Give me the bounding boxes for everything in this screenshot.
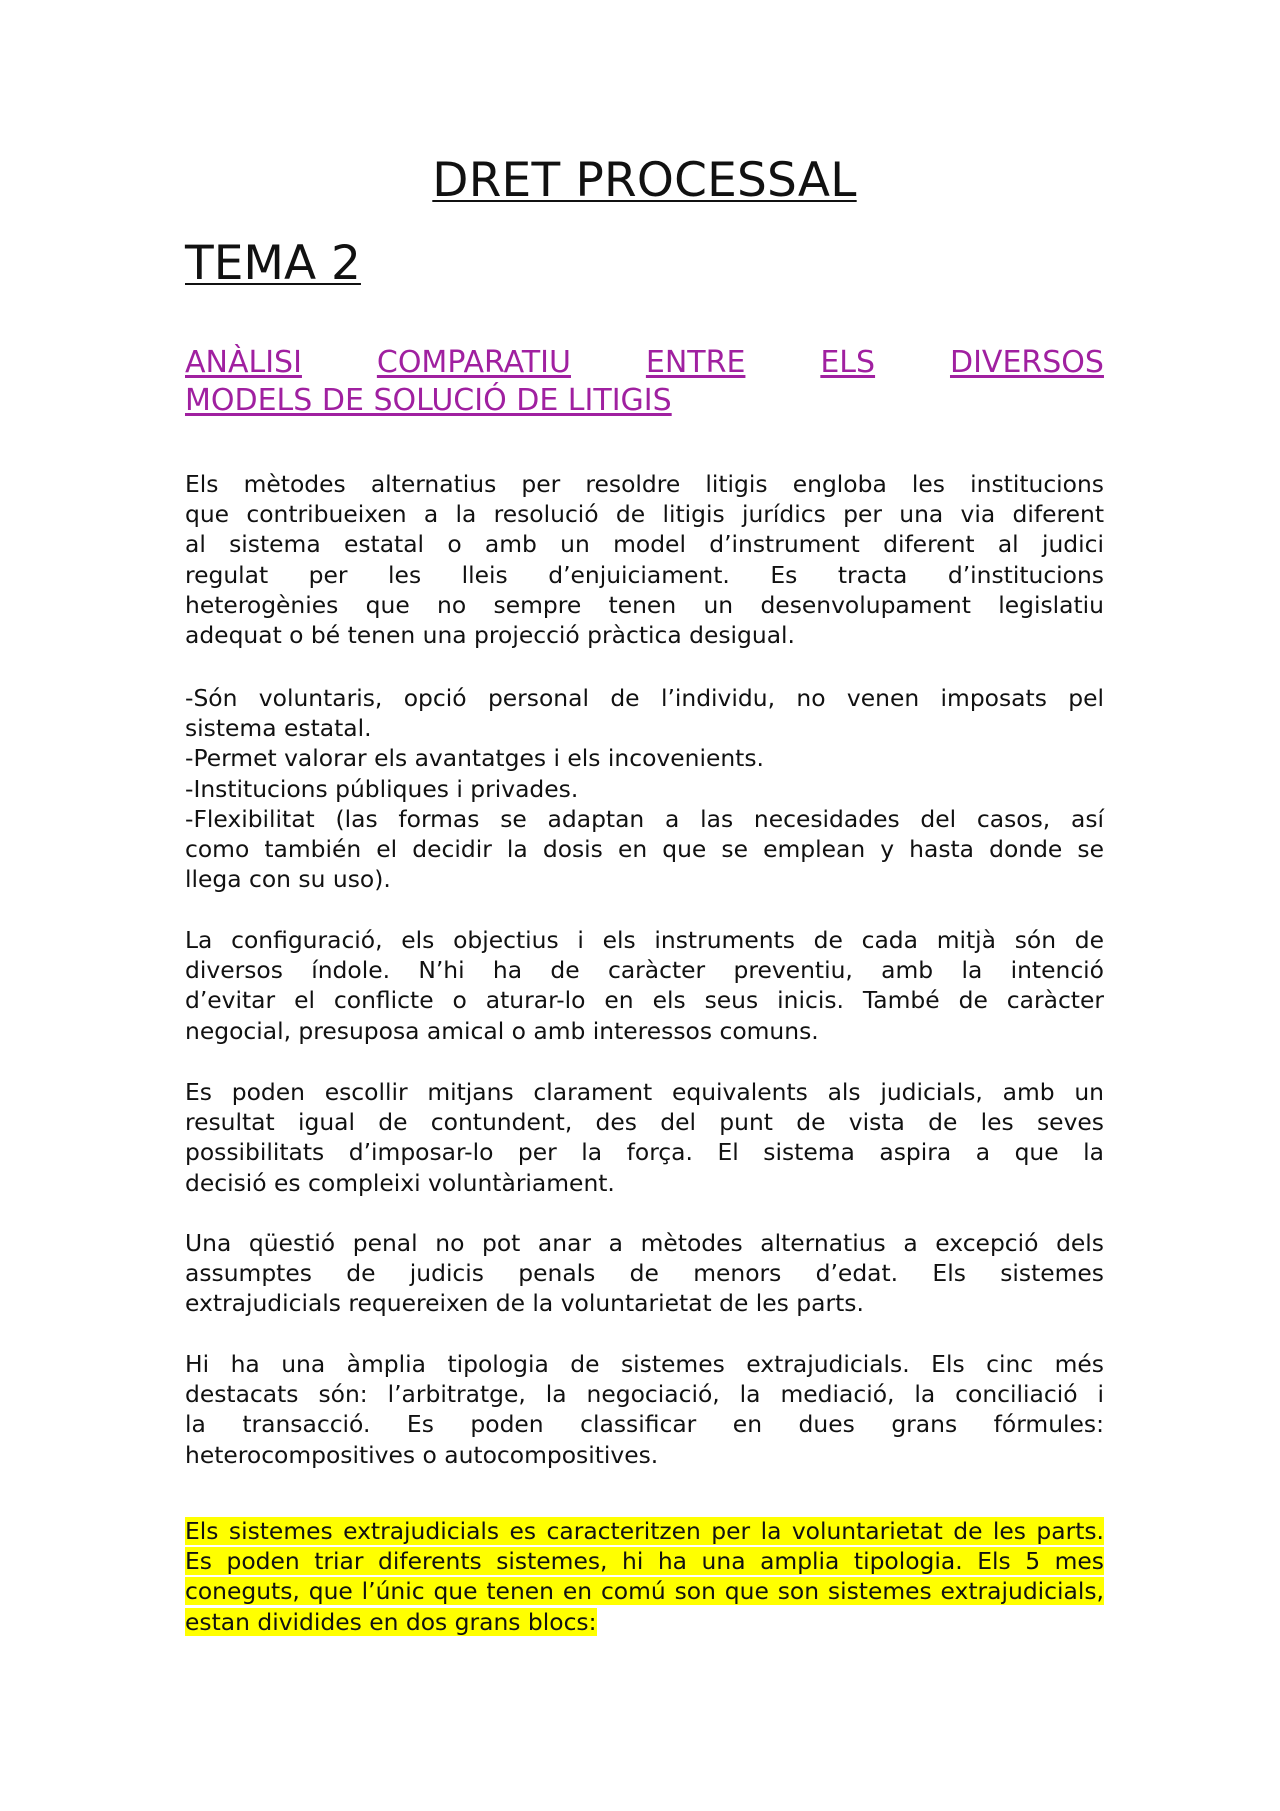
- paragraph-line: que contribueixen a la resolució de litigis jurídics per una via diferent: [185, 500, 1104, 529]
- paragraph-line: diversos índole. N’hi ha de caràcter preventiu, amb la intenció: [185, 956, 1104, 985]
- highlight: estan dividides en dos grans blocs:: [185, 1607, 597, 1636]
- list-item-line: -Institucions públiques i privades.: [185, 774, 579, 803]
- paragraph-line: possibilitats d’imposar-lo per la força. El sistema aspira a que la: [185, 1138, 1104, 1167]
- section-heading-word: DIVERSOS: [949, 345, 1104, 380]
- highlight: Es poden triar diferents sistemes, hi ha una amplia tipologia. Els 5 mes: [185, 1547, 1104, 1576]
- section-heading-word: ELS: [820, 345, 876, 380]
- highlight: Els sistemes extrajudicials es caracteritzen per la voluntarietat de les parts.: [185, 1517, 1104, 1545]
- list-item-line: -Són voluntaris, opció personal de l’individu, no venen imposats pel: [185, 684, 1104, 712]
- paragraph-characteristics-list: [185, 683, 1104, 894]
- highlighted-line: [185, 1516, 1104, 1546]
- paragraph-line: la transacció. Es poden classificar en dues grans fórmules:: [185, 1410, 1104, 1439]
- paragraph-alternative-methods: [185, 469, 1104, 650]
- paragraph-line: La configuració, els objectius i els instruments de cada mitjà són de: [185, 926, 1104, 954]
- paragraph-line: decisió es compleixi voluntàriament.: [185, 1168, 615, 1197]
- paragraph-line: assumptes de judicis penals de menors d’edat. Els sistemes: [185, 1259, 1104, 1288]
- paragraph-line: adequat o bé tenen una projecció pràctica desigual.: [185, 621, 795, 650]
- paragraph-line: regulat per les lleis d’enjuiciament. Es tracta d’institucions: [185, 560, 1104, 589]
- topic-number-text: TEMA 2: [185, 236, 361, 291]
- paragraph-line: destacats són: l’arbitratge, la negociació, la mediació, la conciliació i: [185, 1380, 1104, 1409]
- paragraph-penal-question: [185, 1228, 1104, 1319]
- document-title-text: DRET PROCESSAL: [432, 153, 857, 208]
- list-item-line: -Flexibilitat (las formas se adaptan a las necesidades del casos, así: [185, 804, 1104, 833]
- section-heading-word: COMPARATIU: [376, 345, 571, 380]
- highlighted-line: [185, 1546, 1104, 1576]
- paragraph-equivalent-means: [185, 1077, 1104, 1198]
- paragraph-line: heterogènies que no sempre tenen un desenvolupament legislatiu: [185, 590, 1104, 619]
- paragraph-line: negocial, presuposa amical o amb interessos comuns.: [185, 1016, 819, 1045]
- highlight: coneguts, que l’únic que tenen en comú son que son sistemes extrajudicials,: [185, 1577, 1104, 1606]
- highlighted-paragraph: [185, 1516, 1104, 1637]
- paragraph-line: Una qüestió penal no pot anar a mètodes alternatius a excepció dels: [185, 1229, 1104, 1257]
- paragraph-line: Hi ha una àmplia tipologia de sistemes extrajudicials. Els cinc més: [185, 1350, 1104, 1378]
- section-heading: [185, 344, 1104, 420]
- paragraph-configuration: [185, 925, 1104, 1046]
- section-heading-line-1: [185, 344, 1104, 382]
- list-item-line: sistema estatal.: [185, 714, 372, 743]
- paragraph-typology: [185, 1349, 1104, 1470]
- document-title: [185, 153, 1104, 209]
- paragraph-line: heterocompositives o autocompositives.: [185, 1440, 659, 1469]
- paragraph-line: resultat igual de contundent, des del punt de vista de les seves: [185, 1108, 1104, 1137]
- highlighted-line: [185, 1607, 1104, 1637]
- section-heading-line-2: [185, 382, 1104, 420]
- topic-number: [185, 236, 361, 292]
- list-item-line: como también el decidir la dosis en que se emplean y hasta donde se: [185, 835, 1104, 864]
- paragraph-line: extrajudicials requereixen de la voluntarietat de les parts.: [185, 1289, 864, 1318]
- paragraph-line: d’evitar el conflicte o aturar-lo en els seus inicis. També de caràcter: [185, 986, 1104, 1015]
- highlighted-line: [185, 1576, 1104, 1606]
- paragraph-line: al sistema estatal o amb un model d’instrument diferent al judici: [185, 530, 1104, 559]
- paragraph-line: Es poden escollir mitjans clarament equivalents als judicials, amb un: [185, 1078, 1104, 1106]
- section-heading-word: ENTRE: [645, 345, 746, 380]
- list-item-line: llega con su uso).: [185, 865, 391, 894]
- list-item-line: -Permet valorar els avantatges i els incovenients.: [185, 744, 764, 773]
- section-heading-word: ANÀLISI: [185, 345, 302, 380]
- section-heading-text: MODELS DE SOLUCIÓ DE LITIGIS: [185, 383, 672, 418]
- paragraph-line: Els mètodes alternatius per resoldre litigis engloba les institucions: [185, 470, 1104, 498]
